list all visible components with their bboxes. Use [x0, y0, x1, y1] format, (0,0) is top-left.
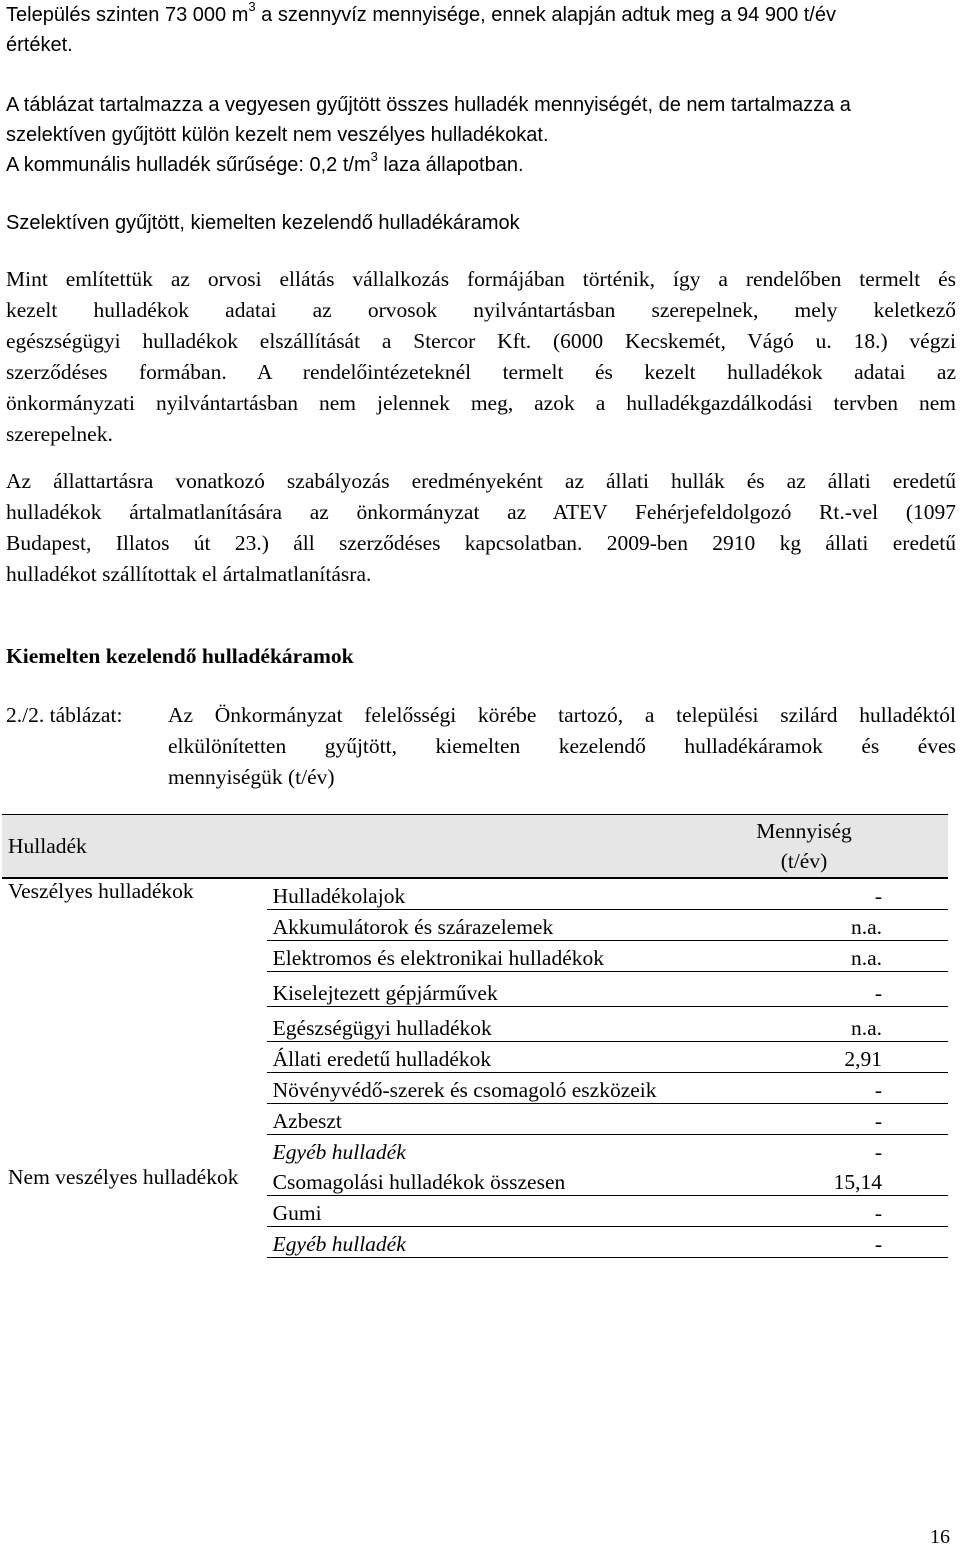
intro-line-4: szelektíven gyűjtött külön kezelt nem veszélyes hulladékokat. [6, 124, 549, 146]
row-item: Kiselejtezett gépjárművek [267, 972, 674, 1007]
section-heading: Kiemelten kezelendő hulladékáramok [6, 644, 354, 668]
intro-line-1a: Település szinten 73 000 m [6, 4, 249, 26]
row-qty: 15,14 [674, 1165, 948, 1196]
superscript: 3 [370, 149, 378, 165]
row-item: Elektromos és elektronikai hulladékok [267, 941, 674, 972]
category-non-hazardous: Nem veszélyes hulladékok [8, 1165, 239, 1189]
row-item: Növényvédő-szerek és csomagoló eszközeik [267, 1073, 674, 1104]
table-row [2, 878, 948, 910]
paragraph-line: egészségügyi hulladékok elszállítását a Stercor Kft. (6000 Kecskemét, Vágó u. 18.) végzi [6, 329, 956, 353]
caption-line: mennyiségük (t/év) [168, 765, 335, 789]
row-qty: - [674, 1196, 948, 1227]
row-qty: 2,91 [674, 1042, 948, 1073]
page-number: 16 [930, 1526, 950, 1548]
paragraph-line: önkormányzati nyilvántartásban nem jelennek meg, azok a hulladékgazdálkodási tervben nem [6, 391, 956, 415]
paragraph-line: szerződéses formában. A rendelőintézeteknél termelt és kezelt hulladékok adatai az [6, 360, 956, 384]
caption-line: Az Önkormányzat felelősségi körébe tartozó, a települési szilárd hulladéktól [168, 703, 956, 727]
paragraph-line: hulladékot szállítottak el ártalmatlanításra. [6, 562, 372, 586]
row-item: Gumi [267, 1196, 674, 1227]
intro-text-2 [6, 90, 956, 180]
table-caption [168, 700, 956, 793]
paragraph-line: kezelt hulladékok adatai az orvosok nyilvántartásban szerepelnek, mely keletkező [6, 298, 956, 322]
row-item: Azbeszt [267, 1104, 674, 1135]
row-item: Hulladékolajok [267, 878, 674, 910]
intro-line-5 [6, 150, 956, 180]
row-qty: n.a. [674, 1007, 948, 1042]
paragraph-line: szerepelnek. [6, 422, 113, 446]
row-item: Akkumulátorok és szárazelemek [267, 910, 674, 941]
row-qty: - [674, 878, 948, 910]
row-qty: - [674, 1104, 948, 1135]
table-caption-label: 2./2. táblázat: [6, 703, 123, 727]
selective-title: Szelektíven gyűjtött, kiemelten kezelendő hulladékáramok [6, 212, 520, 234]
row-qty: - [674, 1227, 948, 1258]
caption-line: elkülönítetten gyűjtött, kiemelten kezelendő hulladékáramok és éves [168, 734, 956, 758]
row-item: Állati eredetű hulladékok [267, 1042, 674, 1073]
intro-line-1b: a szennyvíz mennyisége, ennek alapján adtuk meg a 94 900 t/év [255, 4, 836, 26]
paragraph-animal [6, 466, 956, 590]
row-qty: - [874, 1140, 882, 1164]
header-quantity-line-1: Mennyiség [756, 819, 852, 843]
paragraph-line: Budapest, Illatos út 23.) áll szerződéses kapcsolatban. 2009-ben 2910 kg állati eredetű [6, 531, 956, 555]
row-qty: - [674, 972, 948, 1007]
row-item: Egészségügyi hulladékok [267, 1007, 674, 1042]
waste-table [2, 814, 948, 1258]
row-qty: - [674, 1073, 948, 1104]
intro-line-5b: laza állapotban. [377, 154, 524, 176]
intro-line-2: értéket. [6, 34, 73, 56]
row-item: Egyéb hulladék [267, 1227, 674, 1258]
table-row [2, 1165, 948, 1196]
intro-line-3: A táblázat tartalmazza a vegyesen gyűjtött összes hulladék mennyiségét, de nem tartalmazza a [6, 94, 851, 116]
superscript: 3 [248, 0, 256, 15]
row-qty: n.a. [674, 941, 948, 972]
paragraph-line: hulladékok ártalmatlanítására az önkormányzat az ATEV Fehérjefeldolgozó Rt.-vel (1097 [6, 500, 956, 524]
intro-text [6, 0, 956, 60]
header-quantity [674, 815, 948, 879]
header-waste: Hulladék [2, 815, 674, 879]
row-item: Egyéb hulladék [272, 1140, 406, 1164]
intro-line-1 [6, 0, 956, 30]
paragraph-line: Mint említettük az orvosi ellátás vállalkozás formájában történik, így a rendelőben termelt és [6, 267, 956, 291]
paragraph-line: Az állattartásra vonatkozó szabályozás eredményeként az állati hullák és az állati eredetű [6, 469, 956, 493]
row-qty: n.a. [674, 910, 948, 941]
header-quantity-line-2: (t/év) [780, 849, 828, 873]
category-hazardous: Veszélyes hulladékok [8, 879, 194, 903]
intro-line-5a: A kommunális hulladék sűrűsége: 0,2 t/m [6, 154, 371, 176]
table-header-row [2, 815, 948, 879]
row-item: Csomagolási hulladékok összesen [267, 1165, 674, 1196]
paragraph-medical [6, 264, 956, 450]
